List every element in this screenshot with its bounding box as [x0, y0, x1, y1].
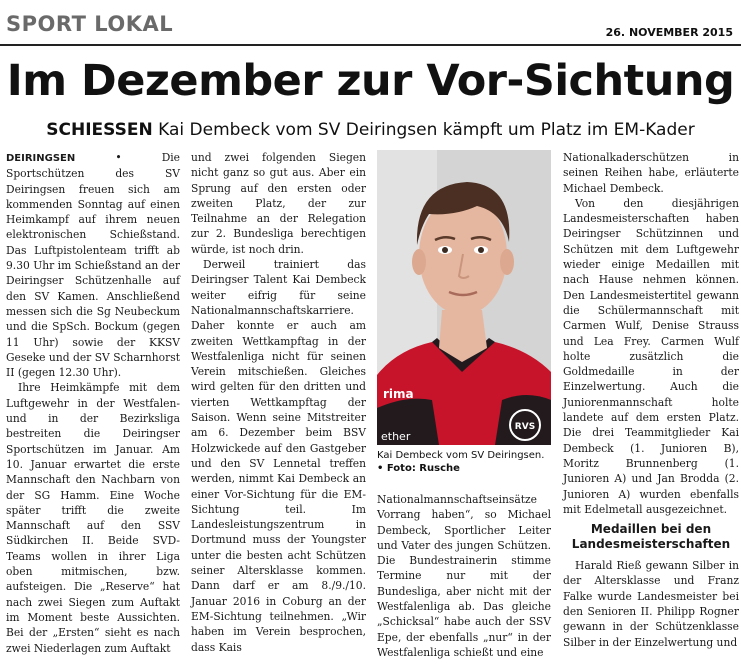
article-paragraph [191, 150, 366, 257]
article-paragraph [6, 380, 180, 655]
jersey-lower-text: ether [381, 430, 411, 443]
left-pupil [442, 247, 448, 253]
photo-credit: • Foto: Rusche [377, 463, 460, 474]
article-paragraph [563, 150, 739, 196]
right-ear [500, 249, 514, 275]
athlete-portrait [377, 150, 551, 445]
article-column-4 [563, 150, 739, 662]
dateline: DEIRINGSEN [6, 153, 76, 164]
paragraph-text: Die Sportschützen des SV Deiringsen freuen sich am kommenden Sonntag auf einen Heimkampf auf ihrem neuen elektronischen Schießstand. Das Luftpistolenteam trifft ab 9.30 Uhr im Schießstand an der Deiringser Schützenhalle auf den SV Kamen. Anschließend messen sich die Sg Neubeckum und die SpSch. Bockum (gegen 11 Uhr) sowie der KKSV Geseke und der SV Scharnhorst II (gegen 12.30 Uhr). [6, 151, 180, 380]
issue-date: 26. NOVEMBER 2015 [605, 26, 733, 39]
caption-text: Kai Dembeck vom SV Deiringsen. [377, 450, 545, 461]
article-headline: Im Dezember zur Vor-Sichtung [6, 56, 735, 106]
subheadline-text: Kai Dembeck vom SV Deiringsen kämpft um Platz im EM-Kader [158, 120, 695, 140]
left-ear [412, 249, 426, 275]
paragraph-text: Harald Rieß gewann Silber in der Altersklasse und Franz Falke wurde Landesmeister bei den Senioren II. Philipp Rogner gewann in der Schützenklasse Silber in der Einzelwertung und [563, 559, 739, 649]
article-column-2 [191, 150, 366, 662]
paragraph-text: Derweil trainiert das Deiringser Talent Kai Dembeck weiter eifrig für seine Nationalmannschaftskarriere. Daher konnte er auch am zweiten Wettkampftag in der Westfalenliga nicht für seinen Verein mitschießen. Gleiches wird gelten für den dritten und vierten Wettkampftag der Saison. Wenn seine Mitstreiter am 6. Dezember beim BSV Holzwickede auf den Gastgeber und den SV Lennetal treffen werden, nimmt Kai Dembeck an einer Vor-Sichtung für die EM-Sichtung teil. Im Landesleistungszentrum in Dortmund muss der Youngster unter die besten acht Schützen seiner Altersklasse kommen. Dann darf er am 8./9./10. Januar 2016 in Coburg an der EM-Sichtung teilnehmen. „Wir haben im Verein besprochen, dass Kais [191, 258, 366, 654]
article-paragraph [377, 492, 551, 660]
article-paragraph [563, 196, 739, 517]
article-paragraph: DEIRINGSEN • Die Sportschützen des SV Deiringsen freuen sich am kommenden Sonntag auf einen Heimkampf auf ihrem neuen elektronischen Schießstand. Das Luftpistolenteam trifft ab 9.30 Uhr im Schießstand an der Deiringser Schützenhalle auf den SV Kamen. Anschließend messen sich die Sg Neubeckum und die SpSch. Bockum (gegen 11 Uhr) sowie der KKSV Geseke und der SV Scharnhorst II (gegen 12.30 Uhr). [6, 151, 180, 380]
article-paragraph [563, 558, 739, 650]
paragraph-text: Nationalmannschaftseinsätze Vorrang haben“, so Michael Dembeck, Sportlicher Leiter und Vater des jungen Schützen. Die Bundestrainerin stimme Termine nur mit der Bundesliga, aber nicht mit der Westfalenliga ab. Das gleiche „Schicksal“ habe auch der SSV Epe, der ebenfalls „nur“ in der Westfalenliga schießt und eine [377, 493, 551, 659]
article-paragraph [191, 257, 366, 655]
article-subhead: Medaillen bei den Landesmeisterschaften [571, 522, 731, 552]
article-subheadline [0, 120, 741, 140]
right-pupil [478, 247, 484, 253]
page-header [0, 0, 741, 46]
athlete-photo [377, 150, 551, 445]
club-badge-text: RVS [514, 422, 536, 432]
article-column-3 [377, 492, 551, 662]
kicker: SCHIESSEN [46, 120, 153, 140]
paragraph-text: Von den diesjährigen Landesmeisterschaften haben Deiringser Schützinnen und Schützen mit dem Luftgewehr wieder einige Medaillen mit nach Hause nehmen können. Den Landesmeistertitel gewann die Schülermannschaft mit Carmen Wulf, Denise Strauss und Lea Frey. Carmen Wulf holte zusätzlich die Goldmedaille in der Einzelwertung. Auch die Juniorenmannschaft holte landete auf dem ersten Platz. Die drei Teammitglieder Kai Dembeck (1. Junioren B), Moritz Brunnenberg (1. Junioren A) und Jan Brodda (2. Junioren A) wurden ebenfalls mit Edelmetall ausgezeichnet. [563, 196, 739, 516]
paragraph-text: Ihre Heimkämpfe mit dem Luftgewehr in der Westfalen- und in der Bezirksliga bestreiten die Deiringser Sportschützen im Januar. Am 10. Januar erwartet die erste Mannschaft den Nachbarn von der SG Hamm. Eine Woche später trifft die zweite Mannschaft auf den SSV Südkirchen II. Beide SVD-Teams wollen in ihrer Liga oben mitmischen, bzw. aufsteigen. Die „Reserve“ hat nach zwei Siegen zum Auftakt im Moment beste Aussichten. Bei der „Ersten“ sieht es nach zwei Niederlagen zum Auftakt [6, 381, 180, 655]
paragraph-text: und zwei folgenden Siegen nicht ganz so gut aus. Aber ein Sprung auf den ersten oder zweiten Platz, der zur Teilnahme an der Relegation zur 2. Bundesliga berechtigen würde, ist noch drin. [191, 151, 366, 256]
article-column-1 [6, 150, 180, 662]
paragraph-text: Nationalkaderschützen in seinen Reihen habe, erläuterte Michael Dembeck. [563, 151, 739, 195]
jersey-sponsor-text: rima [383, 387, 414, 401]
photo-caption [377, 449, 551, 475]
section-label: SPORT LOKAL [6, 12, 174, 36]
